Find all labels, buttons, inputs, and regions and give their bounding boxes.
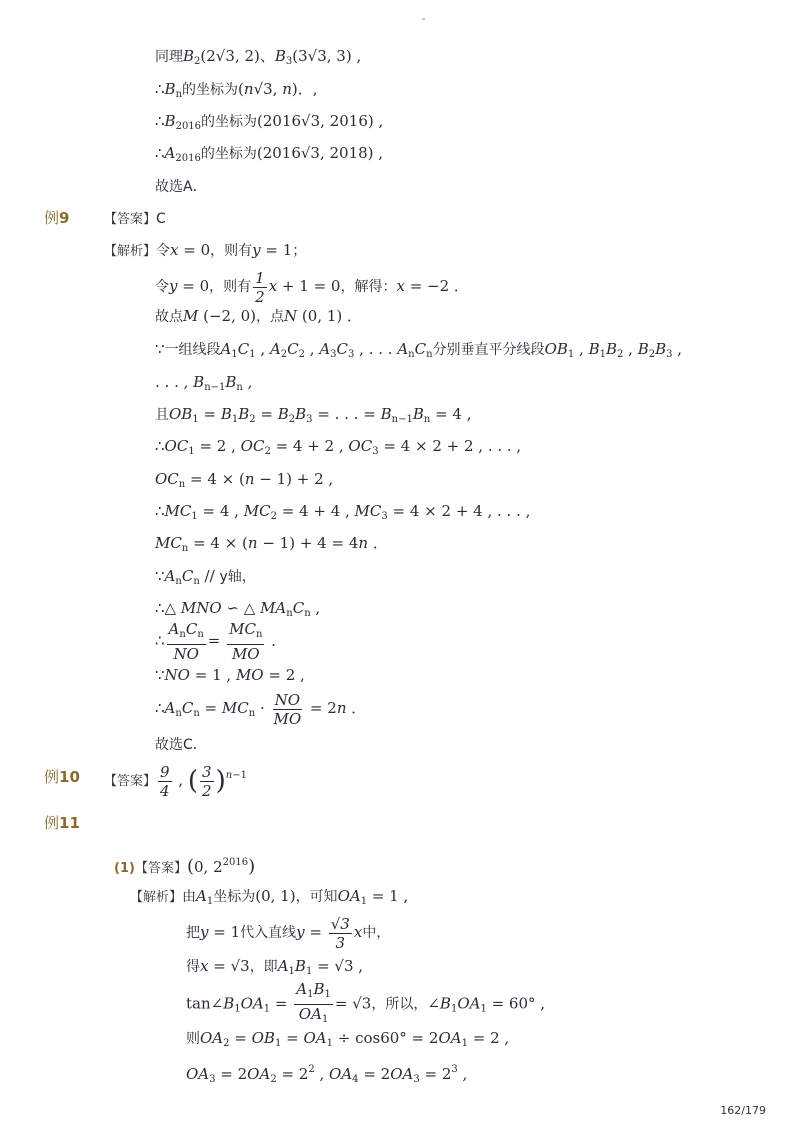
ex9-line-14: ∵NO = 1 , MO = 2 , [155,666,305,684]
line-bn-coord: $\therefore B_n$的坐标为(n√3, n)．, [155,80,318,100]
ex9-line-15: $\therefore A_nC_n = MC_n$ · $\frac{NO}{MO}$ = 2n ． [155,690,367,728]
ex9-line-7: $\therefore OC_1 = 2$ , $OC_2 = 4 + 2$ , $OC_3 = 4 \times 2 + 2$ , . . . , [155,437,522,457]
ex11-line-6: $OA_3 = 2OA_2 = 2^2$ , $OA_4 = 2OA_3 = 2^3$ , [186,1064,468,1085]
ex11-line-2: 把y = 1代入直线y = $\frac{√3}{3}$ x中， [186,914,391,952]
top-mark: - [422,14,426,25]
ex9-line-10: $MC_n = 4 \times (n - 1) + 4 = 4n$ ． [155,534,388,554]
page-number: 162/179 [720,1104,766,1117]
ex9-line-12: ∴△ MNO ∽ △ $MA_nC_n$ , [155,599,321,619]
example-9-label: 例9 [44,209,70,227]
line-tongli: 同理$B_2(2√3$, 2)、$B_3(3√3$, 3) , [155,47,362,67]
line-guxuan-a: 故选A． [155,179,207,195]
example-10-label: 例10 [44,768,80,786]
ex11-part1-answer: (1)【答案】(0, $2^{2016}$) [114,856,256,877]
ex9-line-11: $\because A_nC_n$ // y轴， [155,567,256,587]
example-9-answer: 【答案】C [104,211,166,227]
example-11-label: 例11 [44,814,80,832]
ex11-line-1: 【解析】由$A_1$坐标为(0, 1)，可知$OA_1 = 1$ , [130,887,409,907]
ex11-line-4: $\tan\angle B_1OA_1$ = $\frac{A_1B_1}{OA_1}$ = √3，所以，$\angle B_1OA_1 = 60^\circ$ , [186,980,546,1025]
ex9-line-1: 【解析】令x = 0，则有y = 1； [104,241,307,259]
ex9-line-5: . . . , $B_{n-1}B_n$ , [155,373,253,393]
line-b2016: $\therefore B_{2016}$的坐标为(2016√3, 2016) , [155,112,384,132]
ex9-line-6: 且$OB_1 = B_1B_2 = B_2B_3$ = . . . = $B_{n-1}B_n = 4$ , [155,405,472,425]
ex9-line-9: $\therefore MC_1 = 4$ , $MC_2 = 4 + 4$ , $MC_3 = 4 \times 2 + 4$ , . . . , [155,502,531,522]
ex11-line-3: 得x = √3，即$A_1B_1 = √3$ , [186,957,364,977]
ex9-line-3: 故点M (−2, 0)，点N (0, 1) ． [155,307,363,325]
line-a2016: $\therefore A_{2016}$的坐标为(2016√3, 2018) , [155,144,384,164]
example-10-answer: 【答案】 $\frac{9}{4}$ , ( $\frac{3}{2}$ )$^{n-1}$ [104,762,247,800]
ex11-line-5: 则$OA_2 = OB_1 = OA_1 \div \cos 60^\circ = 2OA_1 = 2$ , [186,1029,510,1049]
ex9-line-2: 令y = 0，则有 $\frac{1}{2}$ x + 1 = 0，解得：x = −2 ． [155,268,469,306]
ex9-line-13: ∴ $\frac{A_nC_n}{NO}$ = $\frac{MC_n}{MO}$ ． [155,620,287,663]
ex9-line-8: $OC_n = 4 \times (n - 1) + 2$ , [155,470,334,490]
ex9-line-16: 故选C． [155,737,207,753]
ex9-line-4: ∵一组线段$A_1C_1$ , $A_2C_2$ , $A_3C_3$ , . . . $A_nC_n$分别垂直平分线段$OB_1$ , $B_1B_2$ , $B_2B_3$ , [155,340,683,360]
